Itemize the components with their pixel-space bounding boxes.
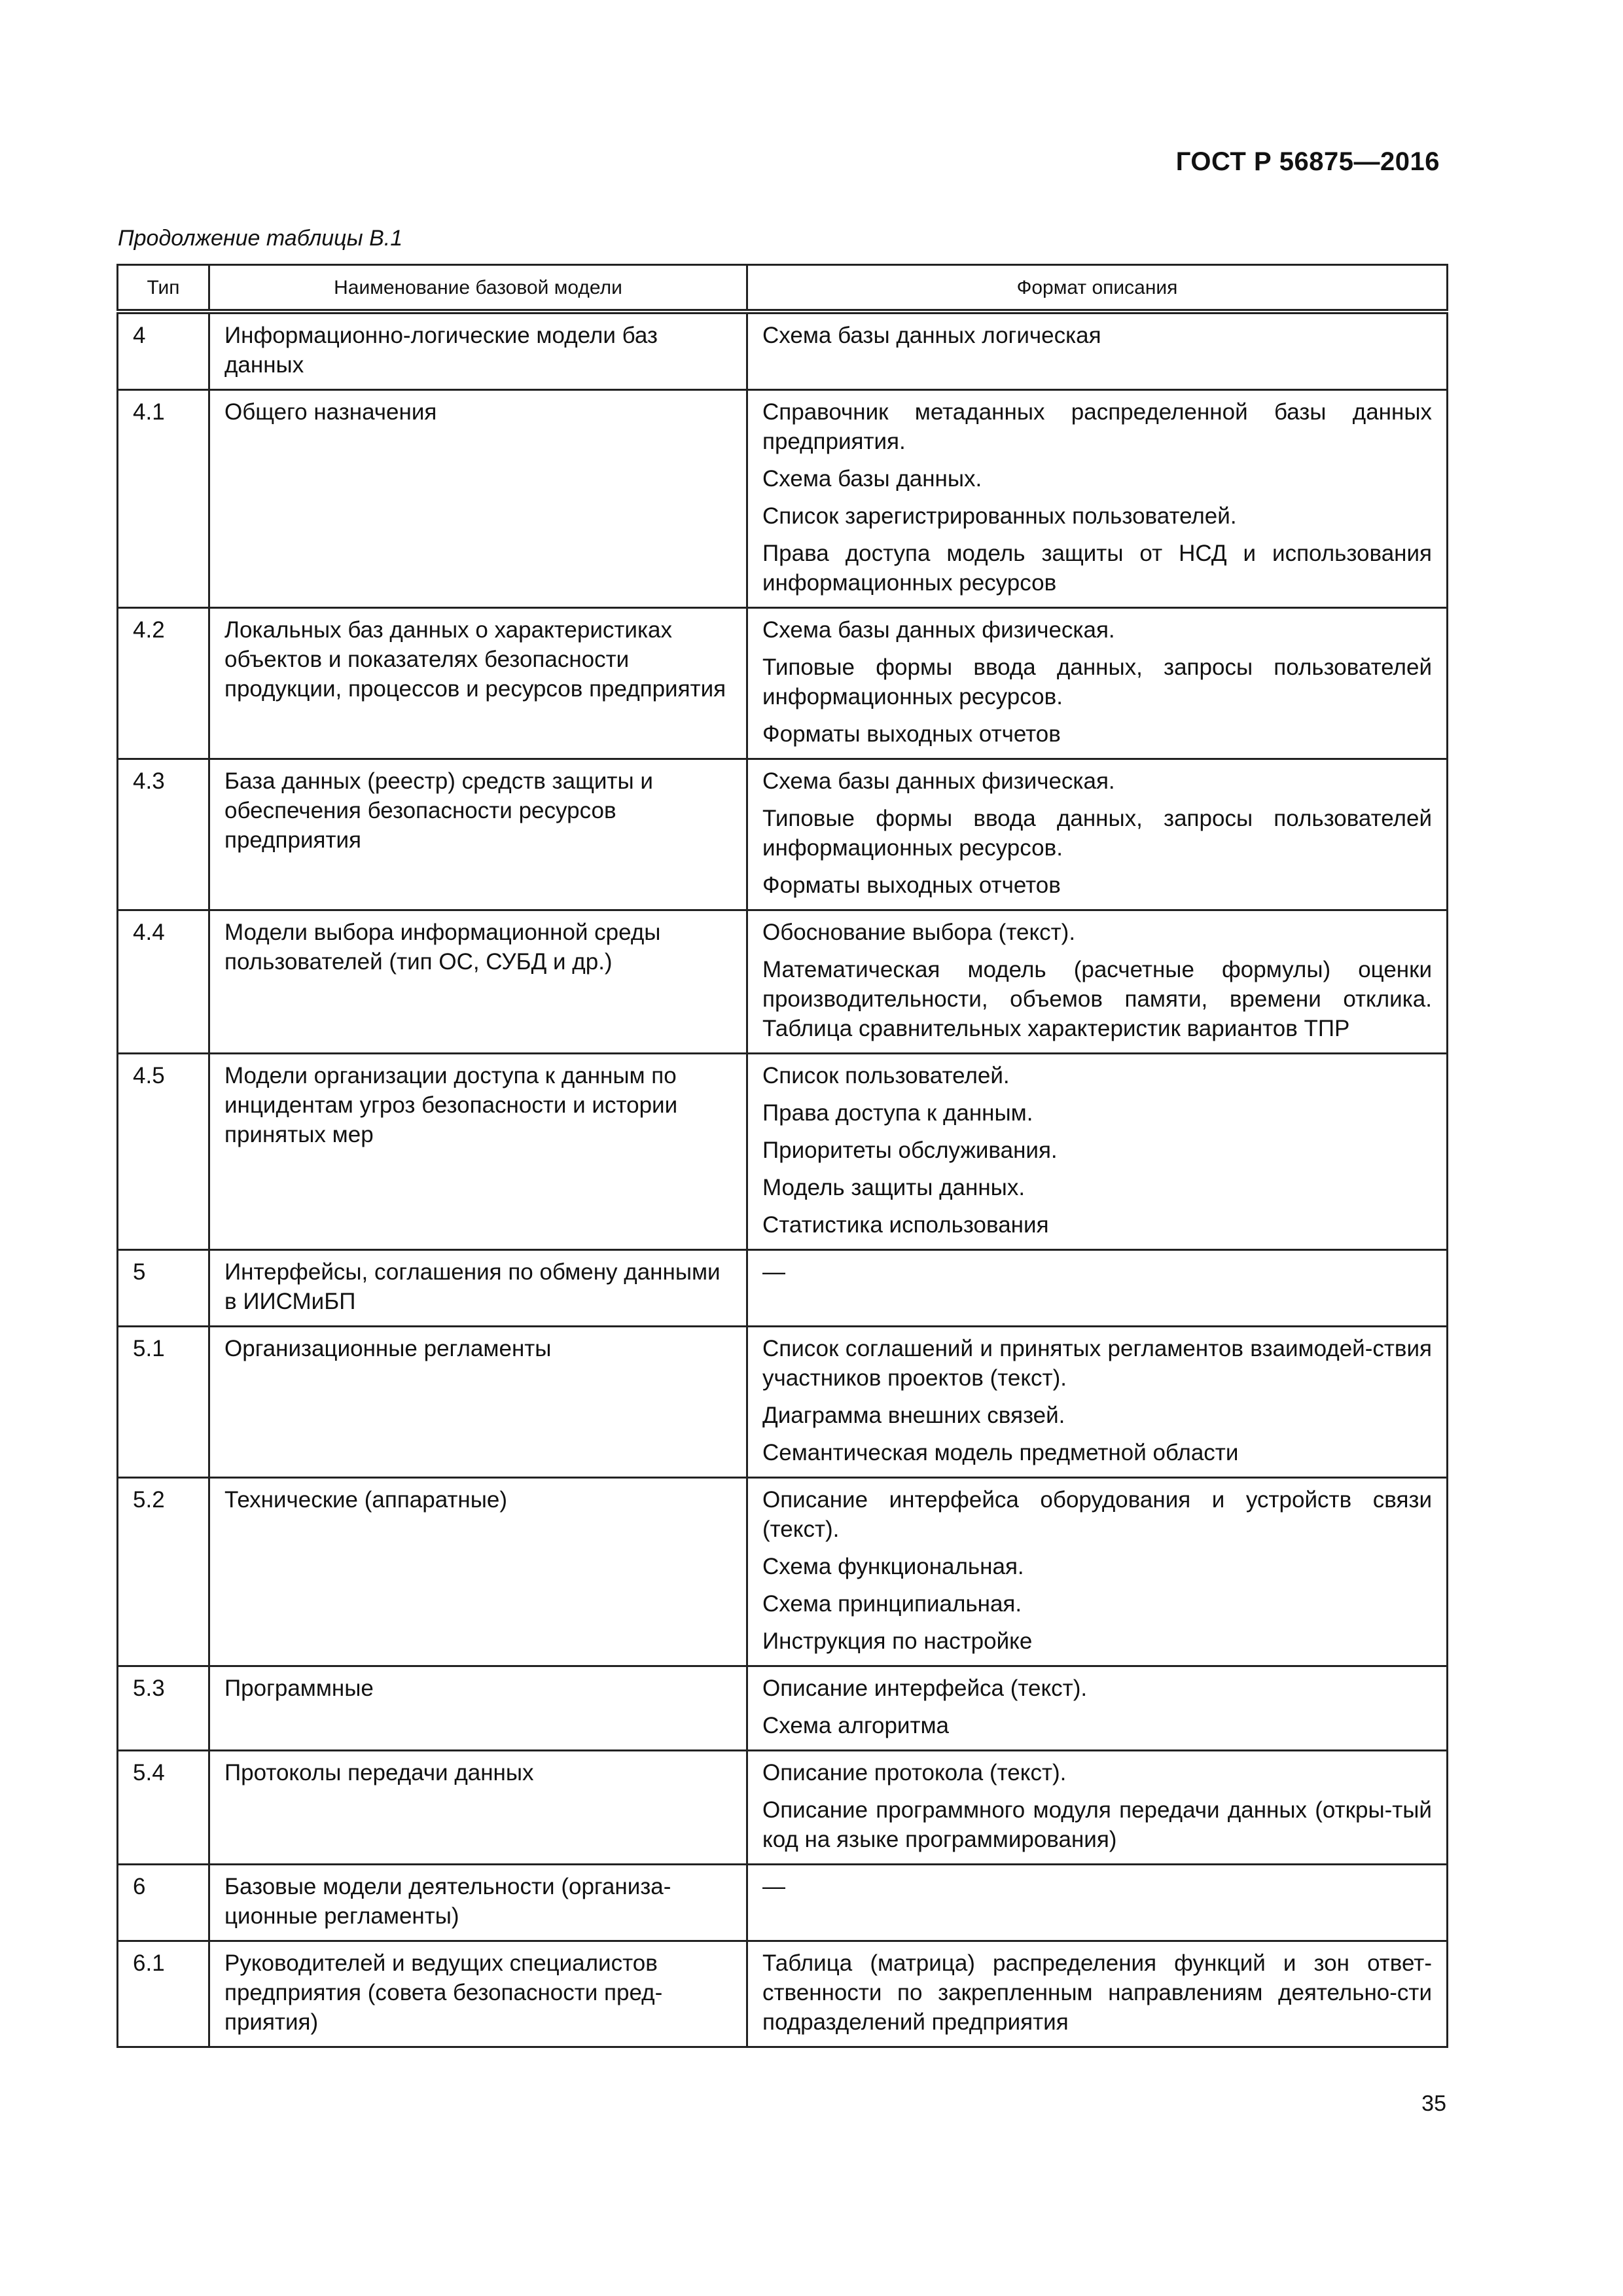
format-item: Типовые формы ввода данных, запросы пользователей информационных ресурсов. bbox=[762, 806, 1432, 861]
row-type-cell: 4.1 bbox=[118, 390, 209, 608]
row-model-name-cell: Базовые модели деятельности (организа-ционные регламенты) bbox=[209, 1865, 747, 1941]
format-item: Схема функциональная. bbox=[762, 1554, 1024, 1579]
row-type-cell: 4.4 bbox=[118, 910, 209, 1054]
format-item: Обоснование выбора (текст). bbox=[762, 920, 1076, 945]
table-row bbox=[118, 1327, 1448, 1478]
table-caption: Продолжение таблицы В.1 bbox=[118, 226, 403, 251]
row-model-name-cell: Организационные регламенты bbox=[209, 1327, 747, 1478]
row-format-cell bbox=[747, 1751, 1448, 1865]
format-item: Математическая модель (расчетные формулы) оценки производительности, объемов памяти, времени отклика. Таблица сравнительных характеристик вариантов ТПР bbox=[762, 957, 1432, 1041]
format-item: Права доступа модель защиты от НСД и использования информационных ресурсов bbox=[762, 541, 1432, 596]
row-format-cell bbox=[747, 312, 1448, 390]
row-type-cell: 5.3 bbox=[118, 1666, 209, 1751]
format-item: Схема алгоритма bbox=[762, 1713, 950, 1738]
format-item: Схема базы данных физическая. bbox=[762, 768, 1115, 794]
row-model-name-cell: Информационно-логические модели баз данных bbox=[209, 312, 747, 390]
format-item: Список пользователей. bbox=[762, 1063, 1010, 1088]
table-row bbox=[118, 759, 1448, 910]
row-model-name-cell: Протоколы передачи данных bbox=[209, 1751, 747, 1865]
row-format-cell bbox=[747, 390, 1448, 608]
format-item: Форматы выходных отчетов bbox=[762, 872, 1061, 898]
table-body bbox=[118, 312, 1448, 2047]
page-number: 35 bbox=[1421, 2091, 1446, 2116]
row-type-cell: 6 bbox=[118, 1865, 209, 1941]
row-model-name-cell: Модели организации доступа к данным по инцидентам угроз безопасности и истории принятых мер bbox=[209, 1054, 747, 1250]
column-header-model-name: Наименование базовой модели bbox=[209, 265, 747, 312]
row-format-cell bbox=[747, 1250, 1448, 1327]
table-row bbox=[118, 1941, 1448, 2047]
row-model-name-cell: Общего назначения bbox=[209, 390, 747, 608]
format-item: Семантическая модель предметной области bbox=[762, 1440, 1239, 1465]
format-item: Справочник метаданных распределенной базы данных предприятия. bbox=[762, 399, 1432, 454]
format-item: Список зарегистрированных пользователей. bbox=[762, 503, 1237, 529]
row-format-cell bbox=[747, 608, 1448, 759]
row-model-name-cell: Технические (аппаратные) bbox=[209, 1478, 747, 1666]
table-row bbox=[118, 1865, 1448, 1941]
format-item: Форматы выходных отчетов bbox=[762, 721, 1061, 747]
format-item: Схема базы данных физическая. bbox=[762, 617, 1115, 643]
format-item: Описание программного модуля передачи данных (откры-тый код на языке программирования) bbox=[762, 1797, 1432, 1852]
format-item: Диаграмма внешних связей. bbox=[762, 1403, 1065, 1428]
row-model-name-cell: База данных (реестр) средств защиты и обеспечения безопасности ресурсов предприятия bbox=[209, 759, 747, 910]
standard-designation: ГОСТ Р 56875—2016 bbox=[1175, 147, 1440, 176]
format-item: Схема базы данных логическая bbox=[762, 323, 1101, 348]
row-type-cell: 6.1 bbox=[118, 1941, 209, 2047]
data-table bbox=[116, 264, 1448, 2048]
format-item: Статистика использования bbox=[762, 1212, 1049, 1238]
column-header-type: Тип bbox=[118, 265, 209, 312]
row-type-cell: 5 bbox=[118, 1250, 209, 1327]
row-type-cell: 4.2 bbox=[118, 608, 209, 759]
format-item: Таблица (матрица) распределения функций и зон ответ-ственности по закрепленным направлениям деятельно-сти подразделений предприятия bbox=[762, 1950, 1432, 2035]
row-format-cell bbox=[747, 1327, 1448, 1478]
format-item: Инструкция по настройке bbox=[762, 1628, 1033, 1654]
row-type-cell: 4 bbox=[118, 312, 209, 390]
format-item: Описание протокола (текст). bbox=[762, 1760, 1067, 1785]
table-row bbox=[118, 1250, 1448, 1327]
row-format-cell bbox=[747, 1478, 1448, 1666]
row-format-cell bbox=[747, 1054, 1448, 1250]
format-item: Типовые формы ввода данных, запросы пользователей информационных ресурсов. bbox=[762, 655, 1432, 709]
format-item: Права доступа к данным. bbox=[762, 1100, 1033, 1126]
format-item: Модель защиты данных. bbox=[762, 1175, 1026, 1200]
row-type-cell: 4.5 bbox=[118, 1054, 209, 1250]
format-item: — bbox=[762, 1874, 785, 1899]
table-row bbox=[118, 1666, 1448, 1751]
format-item: — bbox=[762, 1259, 785, 1285]
row-type-cell: 5.4 bbox=[118, 1751, 209, 1865]
row-model-name-cell: Модели выбора информационной среды пользователей (тип ОС, СУБД и др.) bbox=[209, 910, 747, 1054]
row-format-cell bbox=[747, 910, 1448, 1054]
row-model-name-cell: Руководителей и ведущих специалистов предприятия (совета безопасности пред-приятия) bbox=[209, 1941, 747, 2047]
table-row bbox=[118, 1054, 1448, 1250]
row-format-cell bbox=[747, 1666, 1448, 1751]
row-type-cell: 5.1 bbox=[118, 1327, 209, 1478]
row-model-name-cell: Локальных баз данных о характеристиках объектов и показателях безопасности продукции, процессов и ресурсов предприятия bbox=[209, 608, 747, 759]
table-row bbox=[118, 608, 1448, 759]
row-format-cell bbox=[747, 1941, 1448, 2047]
format-item: Схема принципиальная. bbox=[762, 1591, 1022, 1617]
row-model-name-cell: Программные bbox=[209, 1666, 747, 1751]
format-item: Список соглашений и принятых регламентов взаимодей-ствия участников проектов (текст). bbox=[762, 1336, 1432, 1391]
table-row bbox=[118, 1478, 1448, 1666]
column-header-format: Формат описания bbox=[747, 265, 1448, 312]
format-item: Схема базы данных. bbox=[762, 466, 982, 492]
row-type-cell: 4.3 bbox=[118, 759, 209, 910]
table-row bbox=[118, 390, 1448, 608]
row-format-cell bbox=[747, 759, 1448, 910]
row-model-name-cell: Интерфейсы, соглашения по обмену данными в ИИСМиБП bbox=[209, 1250, 747, 1327]
table-row bbox=[118, 910, 1448, 1054]
table-header bbox=[118, 265, 1448, 312]
format-item: Описание интерфейса оборудования и устройств связи (текст). bbox=[762, 1487, 1432, 1542]
table-row bbox=[118, 1751, 1448, 1865]
format-item: Приоритеты обслуживания. bbox=[762, 1138, 1058, 1163]
format-item: Описание интерфейса (текст). bbox=[762, 1676, 1088, 1701]
table-row bbox=[118, 312, 1448, 390]
row-format-cell bbox=[747, 1865, 1448, 1941]
row-type-cell: 5.2 bbox=[118, 1478, 209, 1666]
